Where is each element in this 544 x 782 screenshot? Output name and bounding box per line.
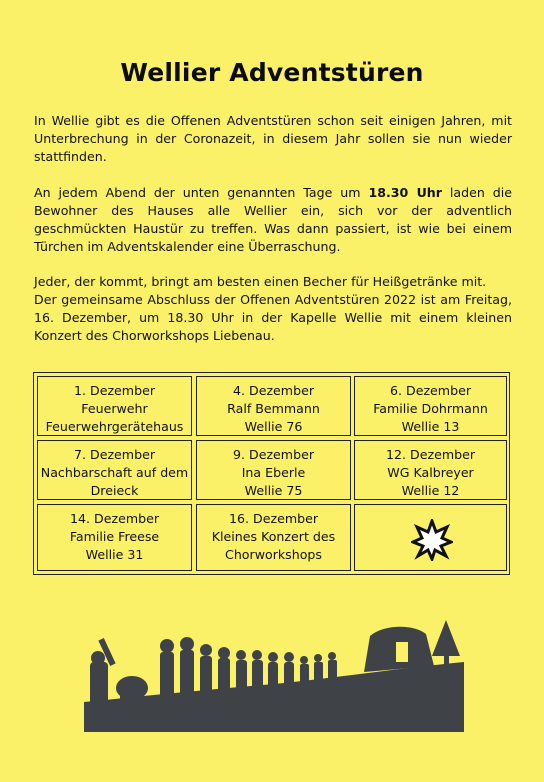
page-title: Wellier Adventstüren xyxy=(120,58,424,87)
calendar-cell xyxy=(37,376,192,436)
cell-host: WG Kalbreyer xyxy=(387,465,474,480)
cell-host: Feuerwehr xyxy=(81,401,148,416)
cell-date: 16. Dezember xyxy=(228,511,319,526)
cell-date: 4. Dezember xyxy=(232,383,314,398)
cell-host: Familie Dohrmann xyxy=(373,401,488,416)
schedule-text-after: laden die Bewohner des Hauses alle Wellier ein, sich vor der adventlich geschmückten Haustür zu treffen. Was dann passiert, ist wie bei einem Türchen im Adventskalender eine Überraschung. xyxy=(34,185,512,254)
cell-location: Wellie 31 xyxy=(85,547,144,562)
schedule-text-before: An jedem Abend der unten genannten Tage um xyxy=(34,185,369,200)
cell-host: Familie Freese xyxy=(69,529,160,544)
nativity-silhouette xyxy=(84,610,464,732)
closing-line-2: Der gemeinsame Abschluss der Offenen Adventstüren 2022 ist am Freitag, 16. Dezember, um 18.30 Uhr in der Kapelle Wellie mit einem kleinen Konzert des Chorworkshops Liebenau. xyxy=(34,292,512,343)
cell-date: 14. Dezember xyxy=(69,511,160,526)
cell-date: 12. Dezember xyxy=(385,447,476,462)
calendar-cell xyxy=(196,504,351,571)
advent-calendar-table xyxy=(33,372,510,575)
intro-paragraph: In Wellie gibt es die Offenen Adventstüren schon seit einigen Jahren, mit Unterbrechung in der Coronazeit, in diesem Jahr sollen sie nun wieder stattfinden. xyxy=(34,113,512,164)
closing-paragraph xyxy=(34,273,512,345)
cell-date: 1. Dezember xyxy=(73,383,155,398)
cell-location: Wellie 13 xyxy=(401,419,460,434)
calendar-cell xyxy=(354,376,507,436)
cell-date: 9. Dezember xyxy=(232,447,314,462)
cell-host: Kleines Konzert des xyxy=(211,529,336,544)
cell-date: 7. Dezember xyxy=(73,447,155,462)
schedule-time: 18.30 Uhr xyxy=(368,185,442,200)
cell-location: Chorworkshops xyxy=(225,547,322,562)
cell-host: Ralf Bemmann xyxy=(227,401,320,416)
calendar-cell-star xyxy=(354,504,507,571)
star-icon xyxy=(411,519,453,561)
cell-location: Dreieck xyxy=(90,483,139,498)
closing-line-1: Jeder, der kommt, bringt am besten einen Becher für Heißgetränke mit. xyxy=(34,274,487,289)
cell-location: Wellie 76 xyxy=(244,419,303,434)
calendar-cell xyxy=(196,376,351,436)
cell-date: 6. Dezember xyxy=(389,383,471,398)
cell-location: Wellie 75 xyxy=(244,483,303,498)
cell-host: Nachbarschaft auf dem xyxy=(40,465,189,480)
cell-location: Wellie 12 xyxy=(401,483,460,498)
schedule-paragraph xyxy=(34,184,512,256)
calendar-cell xyxy=(354,440,507,500)
calendar-cell xyxy=(196,440,351,500)
cell-location: Feuerwehrgerätehaus xyxy=(45,419,184,434)
calendar-cell xyxy=(37,504,192,571)
calendar-cell xyxy=(37,440,192,500)
cell-host: Ina Eberle xyxy=(241,465,306,480)
